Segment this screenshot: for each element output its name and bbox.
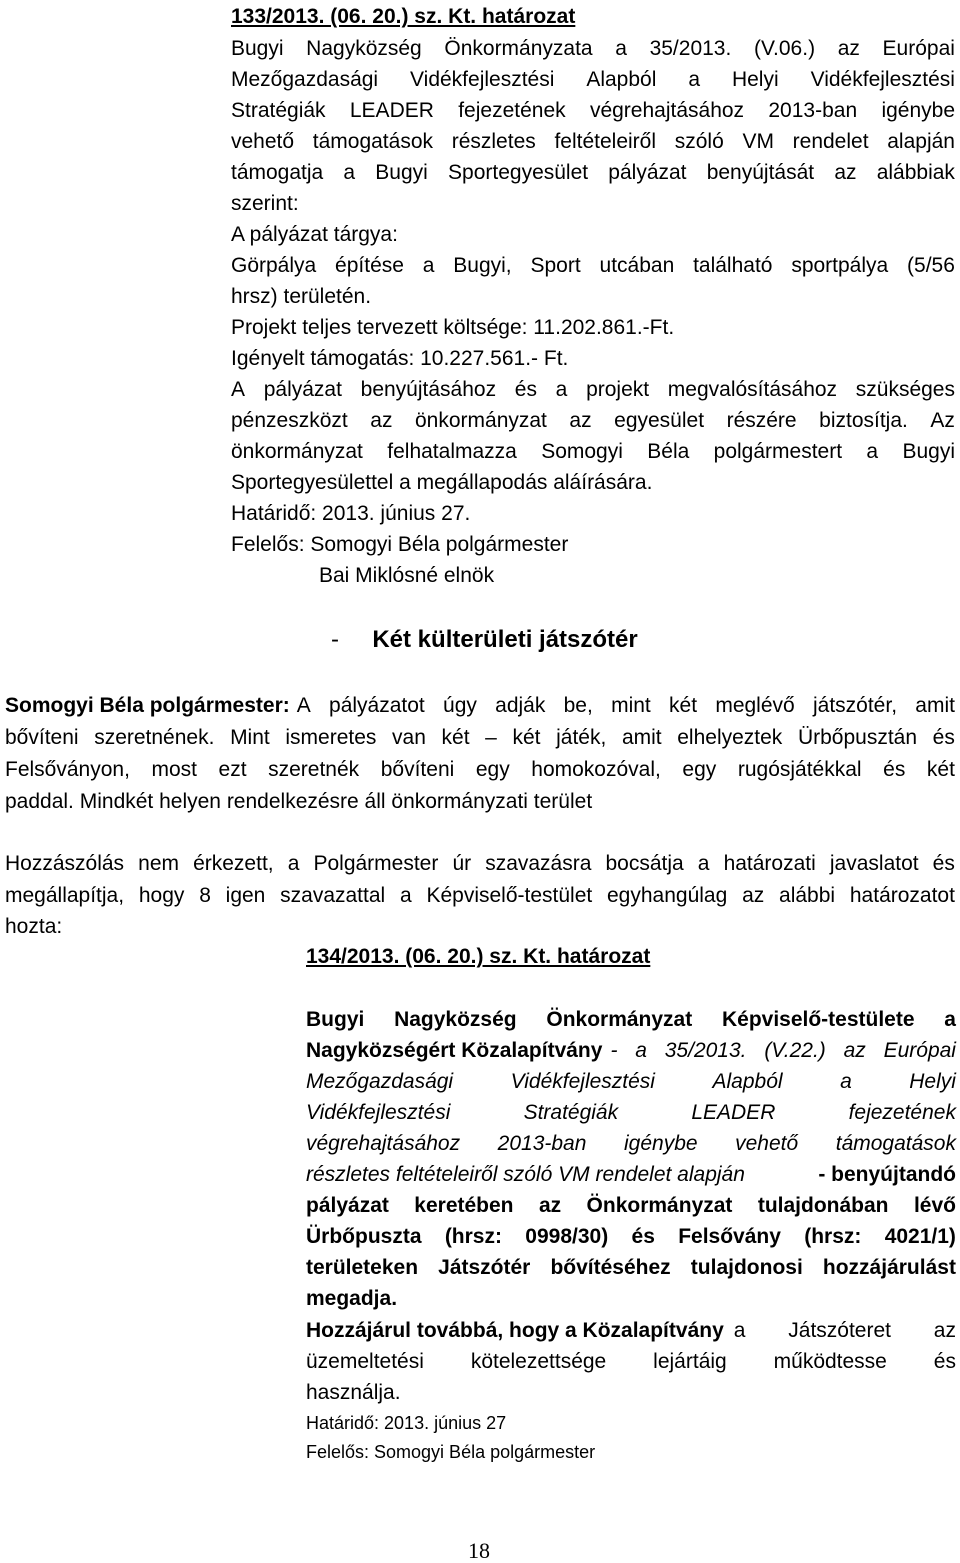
word: a	[733, 1319, 746, 1342]
word: Alapból	[712, 1070, 783, 1093]
word: szavazásra	[485, 852, 592, 875]
word: Sport	[530, 254, 581, 277]
word: szavazattal	[280, 884, 386, 907]
word: a	[422, 254, 435, 277]
word: -	[610, 1039, 618, 1062]
resolution-134-line-3	[306, 1071, 956, 1092]
section-title: Két külterületi játszótér	[372, 626, 638, 653]
word: határozatot	[849, 884, 955, 907]
mayor-speech-line-1	[5, 695, 955, 716]
word: A	[296, 694, 311, 717]
word: LEADER	[349, 99, 434, 122]
word: Az	[930, 409, 955, 432]
word: a	[635, 1039, 647, 1062]
word: Béla	[647, 440, 690, 463]
word: Helyi	[731, 68, 779, 91]
word: és	[932, 852, 955, 875]
word: és	[933, 1350, 956, 1373]
word: Helyi	[909, 1070, 956, 1093]
word: lévő	[913, 1194, 956, 1217]
funding-line-3	[231, 441, 955, 462]
word: az	[933, 1319, 956, 1342]
word: Görpálya	[231, 254, 317, 277]
word: tulajdonosi	[690, 1256, 803, 1279]
word: szóló	[674, 130, 724, 153]
word: rendelet	[792, 130, 869, 153]
word: benyújtásához	[360, 378, 497, 401]
word: az	[538, 1194, 562, 1217]
word: Stratégiák	[523, 1101, 619, 1124]
word: egy	[475, 758, 510, 781]
word: Bugyi	[231, 37, 284, 60]
word: lejártáig	[653, 1350, 727, 1373]
word: Vidékfejlesztési	[510, 1070, 655, 1093]
word: sportpálya	[791, 254, 889, 277]
word: adják	[495, 694, 546, 717]
word: 8	[199, 884, 211, 907]
word: két	[926, 758, 955, 781]
word: működtesse	[773, 1350, 887, 1373]
word: Stratégiák	[231, 99, 326, 122]
word: Polgármester	[313, 852, 439, 875]
word: Játszótér	[438, 1256, 531, 1279]
word: Önkormányzat	[586, 1194, 733, 1217]
word: üzemeltetési	[306, 1350, 424, 1373]
resolution-134-line-12	[306, 1351, 956, 1372]
word: Vidékfejlesztési	[810, 68, 955, 91]
word: támogatja	[231, 161, 324, 184]
word: Képviselő-testület	[426, 884, 593, 907]
vote-line-3: hozta:	[5, 915, 63, 938]
word: utcában	[599, 254, 675, 277]
resolution-134-responsible: Felelős: Somogyi Béla polgármester	[306, 1442, 596, 1462]
word: a	[866, 440, 879, 463]
word: az	[843, 1039, 866, 1062]
word: igénybe	[881, 99, 955, 122]
word: egy	[682, 758, 717, 781]
word: a	[343, 161, 356, 184]
word: nem	[138, 852, 179, 875]
word: egyhangúlag	[607, 884, 728, 907]
page-number: 18	[468, 1538, 490, 1563]
word: támogatások	[312, 130, 434, 153]
word: Alapból	[586, 68, 657, 91]
word: Sportegyesület	[448, 161, 589, 184]
resolution-134-line-6-italic: részletes feltételeiről szóló VM rendelet alapján	[306, 1163, 745, 1186]
vote-line-1	[5, 853, 955, 874]
word: Nagyközség	[394, 1008, 517, 1031]
word: (hrsz:	[804, 1225, 862, 1248]
mayor-speech-line-1-text	[297, 695, 955, 716]
word: (V.06.)	[753, 37, 816, 60]
section-heading	[331, 628, 638, 652]
foundation-name: Nagyközségért Közalapítvány	[306, 1039, 603, 1062]
word: igénybe	[623, 1132, 698, 1155]
mayor-speech-line-3	[5, 759, 955, 780]
word: és	[514, 378, 537, 401]
word: a	[840, 1070, 852, 1093]
word: Európai	[882, 37, 955, 60]
funding-line-2	[231, 410, 955, 431]
word: úgy	[443, 694, 477, 717]
resolution-133-deadline: Határidő: 2013. június 27.	[231, 502, 471, 525]
word: Vidékfejlesztési	[410, 68, 555, 91]
funding-line-1	[231, 379, 955, 400]
word: alapján	[887, 130, 955, 153]
word: önkormányzat	[231, 440, 363, 463]
word: feltételeiről	[554, 130, 657, 153]
funding-line-4: Sportegyesülettel a megállapodás aláírására.	[231, 471, 653, 494]
word: Bugyi,	[453, 254, 512, 277]
word: Nagyközség	[306, 37, 422, 60]
word: ezt	[218, 758, 247, 781]
word: mint	[611, 694, 651, 717]
word: az	[837, 37, 860, 60]
section-dash: -	[331, 626, 339, 653]
resolution-134-line-10: megadja.	[306, 1287, 398, 1310]
word: igen	[225, 884, 266, 907]
word: megvalósításához	[667, 378, 838, 401]
word: felhatalmazza	[387, 440, 517, 463]
resolution-134-line-11-text	[734, 1320, 956, 1341]
requested-support: Igényelt támogatás: 10.227.561.- Ft.	[231, 347, 569, 370]
resolution-133-intro-line-6: szerint:	[231, 192, 299, 215]
word: van	[392, 726, 426, 749]
chair-signature: Bai Miklósné elnök	[319, 564, 495, 587]
word: Európai	[883, 1039, 956, 1062]
resolution-133-intro-line-1	[231, 38, 955, 59]
word: 0998/30)	[525, 1225, 609, 1248]
word: rugósjátékkal	[737, 758, 862, 781]
word: polgármestert	[713, 440, 843, 463]
word: Felsőványon,	[5, 758, 130, 781]
word: egyesület	[614, 409, 705, 432]
word: –	[485, 726, 497, 749]
word: támogatások	[835, 1132, 956, 1155]
speaker-name: Somogyi Béla polgármester:	[5, 694, 290, 717]
word: 2013-ban	[768, 99, 858, 122]
project-cost: Projekt teljes tervezett költsége: 11.202.861.-Ft.	[231, 316, 675, 339]
word: benyújtását	[706, 161, 815, 184]
word: határozati	[723, 852, 816, 875]
word: pályázat	[263, 378, 342, 401]
word: vehető	[735, 1132, 799, 1155]
word: 35/2013.	[649, 37, 732, 60]
vote-line-2	[5, 885, 955, 906]
word: Ürbőpusztán	[797, 726, 918, 749]
word: Önkormányzata	[444, 37, 593, 60]
word: be,	[563, 694, 593, 717]
word: területeken	[306, 1256, 419, 1279]
word: (5/56	[907, 254, 955, 277]
word: az	[834, 161, 857, 184]
word: a	[944, 1008, 956, 1031]
word: VM	[742, 130, 774, 153]
word: a	[615, 37, 627, 60]
word: 35/2013.	[664, 1039, 747, 1062]
word: Önkormányzat	[546, 1008, 693, 1031]
word: a	[555, 378, 568, 401]
word: a	[697, 852, 710, 875]
word: elhelyeztek	[677, 726, 783, 749]
word: keretében	[414, 1194, 514, 1217]
word: bővíteni	[5, 726, 79, 749]
word: Mezőgazdasági	[231, 68, 379, 91]
mayor-speech-line-4: paddal. Mindkét helyen rendelkezésre áll önkormányzati terület	[5, 790, 593, 813]
word: Bugyi	[306, 1008, 365, 1031]
word: önkormányzat	[414, 409, 547, 432]
word: és	[631, 1225, 655, 1248]
word: homokozóval,	[531, 758, 661, 781]
word: Bugyi	[375, 161, 428, 184]
word: Somogyi	[541, 440, 623, 463]
word: 2013-ban	[497, 1132, 587, 1155]
subject-line-1	[231, 255, 955, 276]
word: részletes	[451, 130, 536, 153]
resolution-134-line-11-bold: Hozzájárul továbbá, hogy a Közalapítvány	[306, 1319, 724, 1342]
resolution-134-deadline: Határidő: 2013. június 27	[306, 1413, 507, 1433]
word: Képviselő-testülete	[721, 1008, 915, 1031]
word: Mint	[230, 726, 270, 749]
word: Vidékfejlesztési	[306, 1101, 451, 1124]
word: biztosítja.	[819, 409, 908, 432]
resolution-134-line-2	[306, 1040, 956, 1061]
word: fejezetének	[458, 99, 566, 122]
word: alábbi	[779, 884, 836, 907]
resolution-134-line-2-text	[610, 1040, 956, 1061]
resolution-134-line-5	[306, 1133, 956, 1154]
word: megállapítja,	[5, 884, 125, 907]
word: szükséges	[855, 378, 955, 401]
word: most	[151, 758, 197, 781]
word: alábbiak	[876, 161, 955, 184]
resolution-133-responsible: Felelős: Somogyi Béla polgármester	[231, 533, 569, 556]
word: és	[883, 758, 906, 781]
word: szeretnék	[268, 758, 360, 781]
mayor-speech-line-2	[5, 727, 955, 748]
resolution-134-line-13: használja.	[306, 1381, 401, 1404]
word: (hrsz:	[444, 1225, 502, 1248]
word: (V.22.)	[764, 1039, 826, 1062]
word: játszótér,	[812, 694, 898, 717]
word: vehető	[231, 130, 295, 153]
word: bővíteni	[380, 758, 455, 781]
word: található	[693, 254, 773, 277]
word: részére	[726, 409, 797, 432]
subject-line-2: hrsz) területén.	[231, 285, 372, 308]
word: úr	[452, 852, 472, 875]
subject-label: A pályázat tárgya:	[231, 223, 398, 246]
word: Felsővány	[678, 1225, 781, 1248]
word: pénzeszközt	[231, 409, 348, 432]
resolution-134-line-1	[306, 1009, 956, 1030]
word: két	[441, 726, 470, 749]
resolution-134-line-11	[306, 1320, 956, 1341]
word: pályázat	[608, 161, 687, 184]
word: Bugyi	[902, 440, 955, 463]
resolution-133-intro-line-3	[231, 100, 955, 121]
word: a	[287, 852, 300, 875]
word: bővítéséhez	[550, 1256, 671, 1279]
word: az	[742, 884, 765, 907]
resolution-134-line-4	[306, 1102, 956, 1123]
resolution-133-intro-line-5	[231, 162, 955, 183]
word: a	[688, 68, 701, 91]
word: végrehajtásához	[306, 1132, 461, 1155]
resolution-133-intro-line-2	[231, 69, 955, 90]
word: LEADER	[691, 1101, 776, 1124]
word: amit	[621, 726, 662, 749]
word: 4021/1)	[884, 1225, 956, 1248]
word: hozzájárulást	[822, 1256, 956, 1279]
word: kötelezettsége	[470, 1350, 607, 1373]
word: Játszóteret	[788, 1319, 891, 1342]
word: két	[669, 694, 698, 717]
word: A	[231, 378, 246, 401]
word: javaslatot	[829, 852, 919, 875]
word: és	[932, 726, 955, 749]
resolution-134-heading: 134/2013. (06. 20.) sz. Kt. határozat	[306, 945, 651, 968]
word: fejezetének	[848, 1101, 956, 1124]
word: hogy	[138, 884, 185, 907]
word: meglévő	[715, 694, 795, 717]
word: bocsátja	[605, 852, 684, 875]
word: projekt	[586, 378, 650, 401]
word: Ürbőpuszta	[306, 1225, 422, 1248]
resolution-134-line-7	[306, 1195, 956, 1216]
resolution-133-intro-line-4	[231, 131, 955, 152]
word: pályázat	[306, 1194, 389, 1217]
word: amit	[915, 694, 955, 717]
resolution-134-line-9	[306, 1257, 956, 1278]
word: építése	[335, 254, 404, 277]
resolution-134-line-6	[306, 1164, 956, 1185]
word: két	[512, 726, 541, 749]
word: végrehajtásához	[589, 99, 745, 122]
word: Hozzászólás	[5, 852, 125, 875]
resolution-134-line-8	[306, 1226, 956, 1247]
word: érkezett,	[193, 852, 274, 875]
word: szeretnének.	[94, 726, 215, 749]
word: az	[569, 409, 592, 432]
resolution-134-line-6-bold: - benyújtandó	[818, 1163, 956, 1186]
word: tulajdonában	[757, 1194, 889, 1217]
word: Mezőgazdasági	[306, 1070, 454, 1093]
word: pályázatot	[329, 694, 425, 717]
word: játék,	[556, 726, 607, 749]
word: az	[370, 409, 393, 432]
word: a	[399, 884, 412, 907]
word: ismeretes	[285, 726, 377, 749]
resolution-133-heading: 133/2013. (06. 20.) sz. Kt. határozat	[231, 5, 576, 28]
